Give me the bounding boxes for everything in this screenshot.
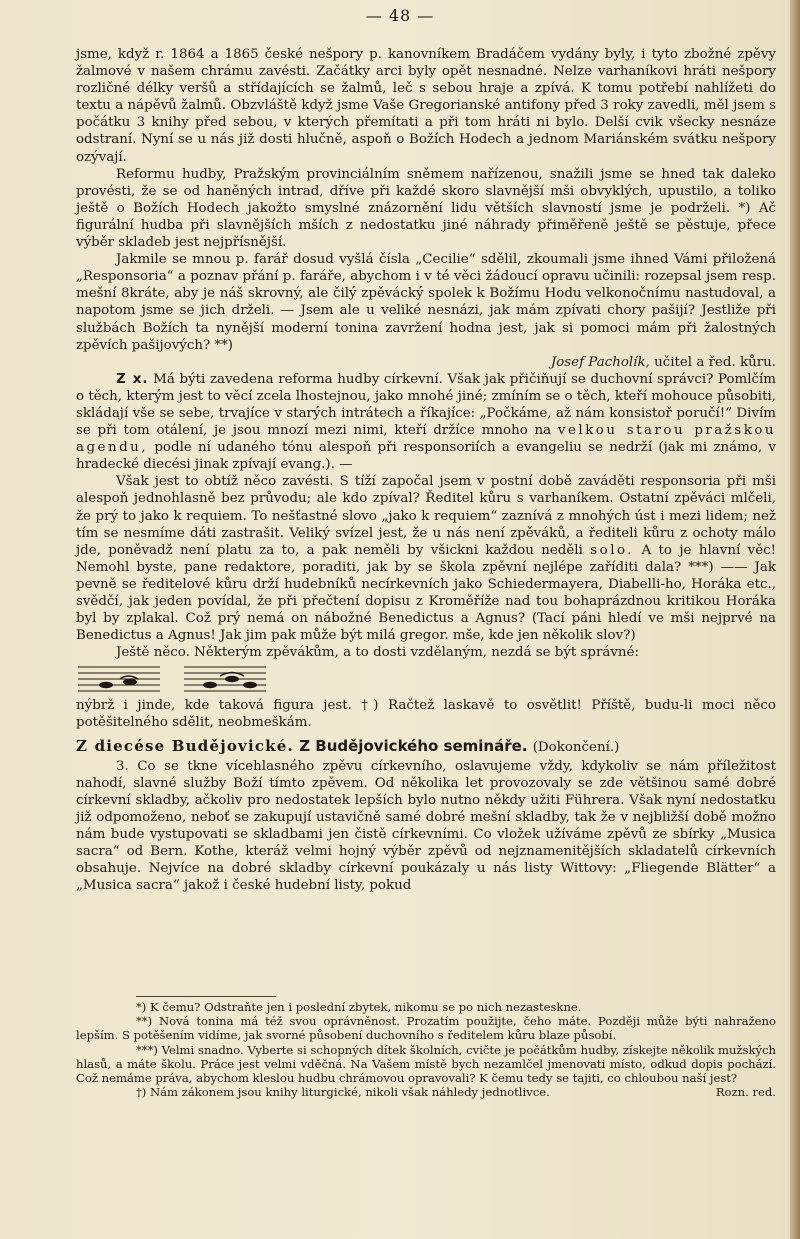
spaced-solo: solo. [590, 542, 635, 558]
article-body [76, 46, 776, 894]
heading-plain: Z Budějovického semináře. [299, 736, 528, 755]
heading-note: (Dokončení.) [532, 739, 620, 755]
footnote-3: ***) Velmi snadno. Vyberte si schopných dítek školních, cvičte je počátkům hudby, získejte několik mužských hlasů, a máte školu. Práce jest velmi vděčná. Na Vašem místě bych nezamlčel jmenovati místo, odkud dopis pochází. Což nemáme práva, abychom kleslou hudbu chrámovou opravovali? K čemu tedy se tajiti, co chloubou naší jest? [76, 1042, 776, 1086]
page-number: — 48 — [365, 6, 435, 25]
signature-name: Josef Pacholík, [550, 354, 650, 370]
author-mark: Z x. [116, 371, 149, 387]
paragraph-4 [76, 371, 776, 474]
paragraph-5-text-2: A to je hlavní věc! Nemohl byste, pane redaktore, poraditi, jak by se škola zpěvní nejlépe zaříditi dala? ***) —— Jak pevně se ředitelové kůru drží hudebníků necírkevních jako Schiedermayera, Diabelli-ho, Horáka etc., svědčí, jak jeden povídal, že při přečtení dopisu z Kroměříže nad tou bohaprázdnou kritikou Horáka byl by zplakal. Což prý nemá on nábožné Benedictus a Agnus? (Tací páni hledí ve mši nejprvé na Benedictus a Agnus! Jak jim pak může být milá gregor. mše, kde jen několik slov?) [76, 542, 776, 644]
music-example-2 [182, 663, 268, 697]
music-example-1 [76, 663, 162, 697]
paragraph-1: jsme, když r. 1864 a 1865 české nešpory p. kanovníkem Bradáčem vydány byly, i tyto zbožné zpěvy žalmové v našem chrámu zavésti. Začátky arci byly opět nesnadné. Nelze varhaníkovi hráti nešpory rozličné délky veršů a střídajících se žalmů, leč s sebou hraje a zpívá. K tomu potřebí nahlížeti do textu a nápěvů žalmů. Obzvláště když jsme Vaše Gregorianské antifony před 3 roky zavedli, měl jsem s počátku 3 knihy před sebou, v kterých přemítati a při tom hráti ni bylo. Delší cvik všecky nesnáze odstraní. Nyní se u nás již dosti hlučně, aspoň o Božích Hodech a jednom Mariánském svátku nešpory ozývají. [76, 47, 776, 165]
footnotes [76, 996, 776, 1099]
paragraph-4-text-2: podle ní udaného tónu alespoň při responsoriích a evangeliu se nedrží (jak mi známo, v hradecké diecési jinak zpívají evang.). — [76, 440, 776, 473]
paragraph-4-text: Má býti zavedena reforma hudby církevní. Však jak přičiňují se duchovní správci? Pomlčím o těch, kterým jest to věcí zcela lhostejnou, jako mnohé jiné; zmíním se o těch, kteří mohouce působiti, skládají vše se sebe, trvajíce v starých intrátech a říkajíce: „Počkáme, až nám konsistoř poručí!“ Divím se při tom otálení, je jsou mnozí mezi nimi, kteří držíce mnoho na [76, 371, 776, 439]
signature [76, 354, 776, 371]
footnote-divider [136, 996, 276, 997]
paragraph-5-text: Však jest to obtíž něco zavésti. S tíží započal jsem v postní době zaváděti responsoria při mši alespoň jednohlasně bez průvodu; ale kdo zpíval? Ředitel kůru s varhaníkem. Ostatní zpěváci mlčeli, že prý to jako k requiem. To nešťastné slovo „jako k requiem“ zaznívá z mnohých úst i mezi lidem; než tím se nesmíme dáti zastrašit. Veliký svízel jest, že u nás není zpěváků, a řediteli kůru z ochoty málo jde, poněvadž není platu za to, a pak neměli by všickni každou neděli [76, 474, 776, 558]
heading-gothic: Z diecése Budějovické. [76, 736, 294, 755]
footnote-4-signature: Rozn. red. [715, 1085, 776, 1100]
section-heading [76, 738, 776, 756]
music-example [76, 663, 776, 697]
paragraph-3: Jakmile se mnou p. farář dosud vyšlá čísla „Cecilie“ sdělil, zkoumali jsme ihned Vámi přiložená „Responsoria“ a poznav přání p. faráře, abychom i v té věci žádoucí opravu učinili: rozepsal jsem resp. mešní 8kráte, aby je náš skrovný, ale čilý zpěvácký spolek k Božímu Hodu velkonočnímu nastudoval, a napotom jsme se jich drželi. — Jsem ale u veliké nesnázi, jak mám zpívati chory pašijí? Jestliže při službách Božích ta nynější moderní tonina zavržení hodna jest, jak si pomoci mám při žalostných zpěvích pašijových? **) [76, 252, 776, 353]
paragraph-6-intro: Ještě něco. Některým zpěvákům, a to dosti vzdělaným, nezdá se být správné: [116, 645, 639, 661]
footnote-2: **) Nová tonina má též svou oprávněnost. Prozatím použijte, čeho máte. Později může býti nahraženo lepším. S potěšením vidíme, jak svorné působení duchovního s ředitelem kůru blaze působí. [76, 1014, 776, 1043]
footnote-1: *) K čemu? Odstraňte jen i poslední zbytek, nikomu se po nich nezasteskne. [136, 1000, 582, 1014]
paragraph-5 [76, 473, 776, 644]
music-staff-icon [182, 663, 268, 695]
paragraph-7: 3. Co se tkne vícehlasného zpěvu církevního, oslavujeme vždy, kdykoliv se nám příležitost nahodí, slavné služby Boží tímto zpěvem. Od několika let provozovaly se zde většinou samé dobré církevní skladby, ačkoliv pro nedostatek lepších bylo nutno někdy užiti Führera. Však nyní nedostatku již odpomoženo, neboť se zakupují ustavičně samé dobré mešní skladby, tak že v nejbližší době možno nám bude vystupovati se skladbami jen čistě církevními. Co vložek užíváme zpěvů ze sbírky „Musica sacra“ od Bern. Kothe, kteráž velmi hojný výběr zpěvů od nejznamenitějších skladatelů církevních obsahuje. Nejvíce na dobré skladby církevní poukázaly u nás listy Wittovy: „Fliegende Blätter“ a „Musica sacra“ jakož i české hudební listy, pokud [76, 758, 776, 894]
paragraph-6-end: nýbrž i jinde, kde taková figura jest. †) Račtež laskavě to osvětlit! Příště, budu-li moci něco potěšitelného sdělit, neobmeškám. [76, 698, 776, 731]
footnote-4-text: †) Nám zákonem jsou knihy liturgické, nikoli však náhledy jednotlivce. [136, 1085, 550, 1100]
signature-title: učitel a řed. kůru. [654, 354, 776, 370]
spaced-emphasis: velkou starou pražskou agendu, [76, 423, 777, 456]
paragraph-2: Reformu hudby, Pražským provinciálním sněmem nařízenou, snažili jsme se hned tak daleko provésti, že se od haněných intrad, dříve při každé skoro slavnější mši obvyklých, upustilo, a toliko ještě o Božích Hodech jakožto smyslné znázornění lidu větších slavností jsme je podrželi. *) Ač figurální hudba při slavnějších mších z nedostatku jiné náhrady přiměřeně ještě se pěstuje, přece výběr skladeb jest nejpřísnější. [76, 166, 776, 251]
music-staff-icon [76, 663, 162, 695]
book-spine-edge [790, 0, 800, 1239]
footnote-4 [76, 1085, 776, 1099]
